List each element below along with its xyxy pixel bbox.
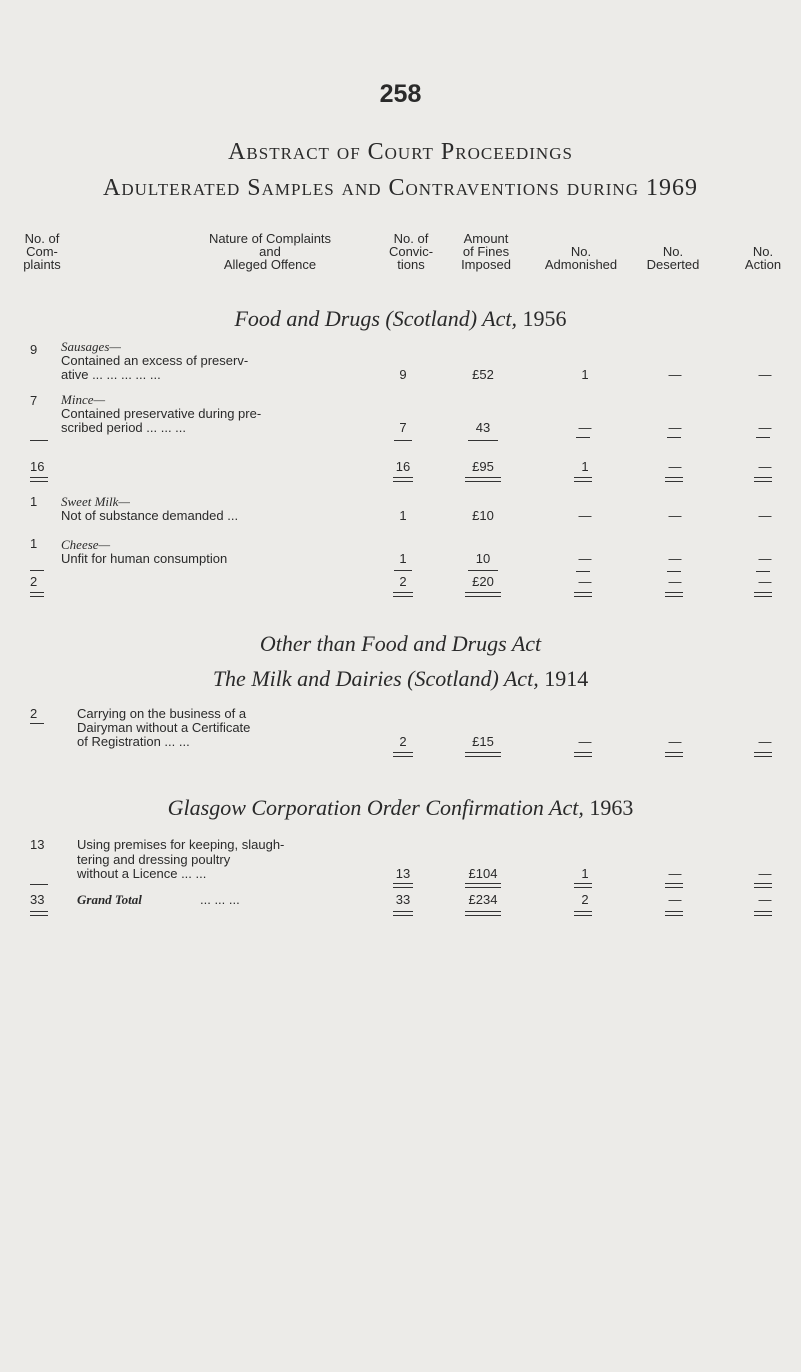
subtotal-admonished: 1 xyxy=(581,459,589,474)
double-rule xyxy=(393,911,413,916)
grand-total-admonished: 2 xyxy=(581,892,589,907)
header-convictions: No. of Convic- tions xyxy=(388,231,434,272)
subtotal-admonished: — xyxy=(578,574,592,589)
double-rule xyxy=(30,592,44,597)
rule xyxy=(756,571,770,572)
double-rule xyxy=(30,477,48,482)
subtotal-action: — xyxy=(758,574,772,589)
double-rule xyxy=(665,592,683,597)
offence-description: ative ... ... ... ... ... xyxy=(61,367,161,382)
section-heading-glasgow: Glasgow Corporation Order Confirmation Act, 1963 xyxy=(167,795,634,820)
double-rule xyxy=(574,477,592,482)
offence-category: Mince— xyxy=(61,392,106,407)
double-rule xyxy=(754,477,772,482)
double-rule xyxy=(665,477,683,482)
offence-category: Sweet Milk— xyxy=(61,494,130,509)
fines-value: £10 xyxy=(472,508,494,523)
complaints-count: 2 xyxy=(30,706,38,721)
offence-description: Not of substance demanded ... xyxy=(61,508,239,523)
subtotal-convictions: 2 xyxy=(399,574,407,589)
header-admonished: No. Admonished xyxy=(544,244,618,272)
subtotal-fines: £95 xyxy=(472,459,494,474)
admonished-value: — xyxy=(578,551,592,566)
page-subtitle: Adulterated Samples and Contraventions during 1969 xyxy=(103,175,698,201)
action-value: — xyxy=(758,420,772,435)
double-rule xyxy=(754,911,772,916)
rule xyxy=(30,884,48,885)
subtotal-fines: £20 xyxy=(472,574,494,589)
action-value: — xyxy=(758,551,772,566)
double-rule xyxy=(465,477,501,482)
action-value: — xyxy=(758,866,772,881)
offence-description: Contained an excess of preserv- xyxy=(61,353,249,368)
admonished-value: — xyxy=(578,508,592,523)
double-rule xyxy=(754,592,772,597)
offence-description: scribed period ... ... ... xyxy=(61,420,186,435)
convictions-value: 1 xyxy=(399,508,407,523)
subtotal-deserted: — xyxy=(668,574,682,589)
double-rule xyxy=(574,911,592,916)
fines-value: £52 xyxy=(472,367,494,382)
convictions-value: 7 xyxy=(399,420,407,435)
double-rule xyxy=(665,883,683,888)
convictions-value: 9 xyxy=(399,367,407,382)
rule xyxy=(468,440,498,441)
rule xyxy=(30,570,44,571)
admonished-value: — xyxy=(578,420,592,435)
header-action: No. Action xyxy=(744,244,782,272)
offence-description: Dairyman without a Certificate xyxy=(77,720,251,735)
page-number: 258 xyxy=(379,80,422,108)
grand-total-convictions: 33 xyxy=(395,892,411,907)
admonished-value: 1 xyxy=(581,367,589,382)
double-rule xyxy=(393,477,413,482)
header-deserted: No. Deserted xyxy=(646,244,700,272)
complaints-count: 1 xyxy=(30,536,38,551)
rule xyxy=(468,570,498,571)
double-rule xyxy=(574,592,592,597)
subtotal-deserted: — xyxy=(668,459,682,474)
rule xyxy=(576,571,590,572)
subtotal-complaints: 2 xyxy=(30,574,38,589)
offence-description: Carrying on the business of a xyxy=(77,706,247,721)
header-complaints: No. of Com- plaints xyxy=(23,231,61,272)
double-rule xyxy=(574,883,592,888)
double-rule xyxy=(465,883,501,888)
rule xyxy=(394,570,412,571)
complaints-count: 13 xyxy=(30,837,45,852)
fines-value: 10 xyxy=(475,551,491,566)
deserted-value: — xyxy=(668,508,682,523)
double-rule xyxy=(754,883,772,888)
double-rule xyxy=(393,592,413,597)
fines-value: 43 xyxy=(475,420,491,435)
rule xyxy=(30,723,44,724)
double-rule xyxy=(393,883,413,888)
deserted-value: — xyxy=(668,367,682,382)
complaints-count: 9 xyxy=(30,342,38,357)
rule xyxy=(667,437,681,438)
convictions-value: 13 xyxy=(395,866,411,881)
deserted-value: — xyxy=(668,551,682,566)
complaints-count: 1 xyxy=(30,494,38,509)
grand-total-action: — xyxy=(758,892,772,907)
double-rule xyxy=(465,592,501,597)
rule xyxy=(667,571,681,572)
grand-total-complaints: 33 xyxy=(30,892,45,907)
offence-description: Contained preservative during pre- xyxy=(61,406,262,421)
double-rule xyxy=(665,752,683,757)
header-nature: Nature of Complaints and Alleged Offence xyxy=(208,231,332,272)
offence-description: without a Licence ... ... xyxy=(77,866,207,881)
section-heading-food-drugs: Food and Drugs (Scotland) Act, 1956 xyxy=(234,306,567,331)
double-rule xyxy=(754,752,772,757)
rule xyxy=(576,437,590,438)
grand-total-label: Grand Total xyxy=(77,892,142,907)
admonished-value: 1 xyxy=(581,866,589,881)
offence-description: Unfit for human consumption xyxy=(61,551,228,566)
double-rule xyxy=(30,911,48,916)
double-rule xyxy=(665,911,683,916)
complaints-count: 7 xyxy=(30,393,38,408)
subtotal-action: — xyxy=(758,459,772,474)
grand-total-deserted: — xyxy=(668,892,682,907)
section-subheading-milk-dairies: The Milk and Dairies (Scotland) Act, 1914 xyxy=(212,666,589,691)
page-title: Abstract of Court Proceedings xyxy=(228,139,573,165)
offence-description: of Registration ... ... xyxy=(77,734,190,749)
subtotal-complaints: 16 xyxy=(30,459,45,474)
header-fines: Amount of Fines Imposed xyxy=(461,231,511,272)
fines-value: £15 xyxy=(472,734,494,749)
admonished-value: — xyxy=(578,734,592,749)
convictions-value: 2 xyxy=(399,734,407,749)
offence-category: Cheese— xyxy=(61,537,111,552)
convictions-value: 1 xyxy=(399,551,407,566)
double-rule xyxy=(465,752,501,757)
deserted-value: — xyxy=(668,866,682,881)
rule xyxy=(394,440,412,441)
action-value: — xyxy=(758,734,772,749)
section-heading-other: Other than Food and Drugs Act xyxy=(259,631,542,656)
offence-description: Using premises for keeping, slaugh- xyxy=(77,837,285,852)
grand-total-fines: £234 xyxy=(468,892,498,907)
double-rule xyxy=(574,752,592,757)
action-value: — xyxy=(758,367,772,382)
offence-description: tering and dressing poultry xyxy=(77,852,231,867)
double-rule xyxy=(393,752,413,757)
deserted-value: — xyxy=(668,420,682,435)
subtotal-convictions: 16 xyxy=(395,459,411,474)
rule xyxy=(756,437,770,438)
rule xyxy=(30,440,48,441)
double-rule xyxy=(465,911,501,916)
action-value: — xyxy=(758,508,772,523)
grand-total-leader: ... ... ... xyxy=(200,892,240,907)
offence-category: Sausages— xyxy=(61,339,121,354)
fines-value: £104 xyxy=(468,866,498,881)
deserted-value: — xyxy=(668,734,682,749)
